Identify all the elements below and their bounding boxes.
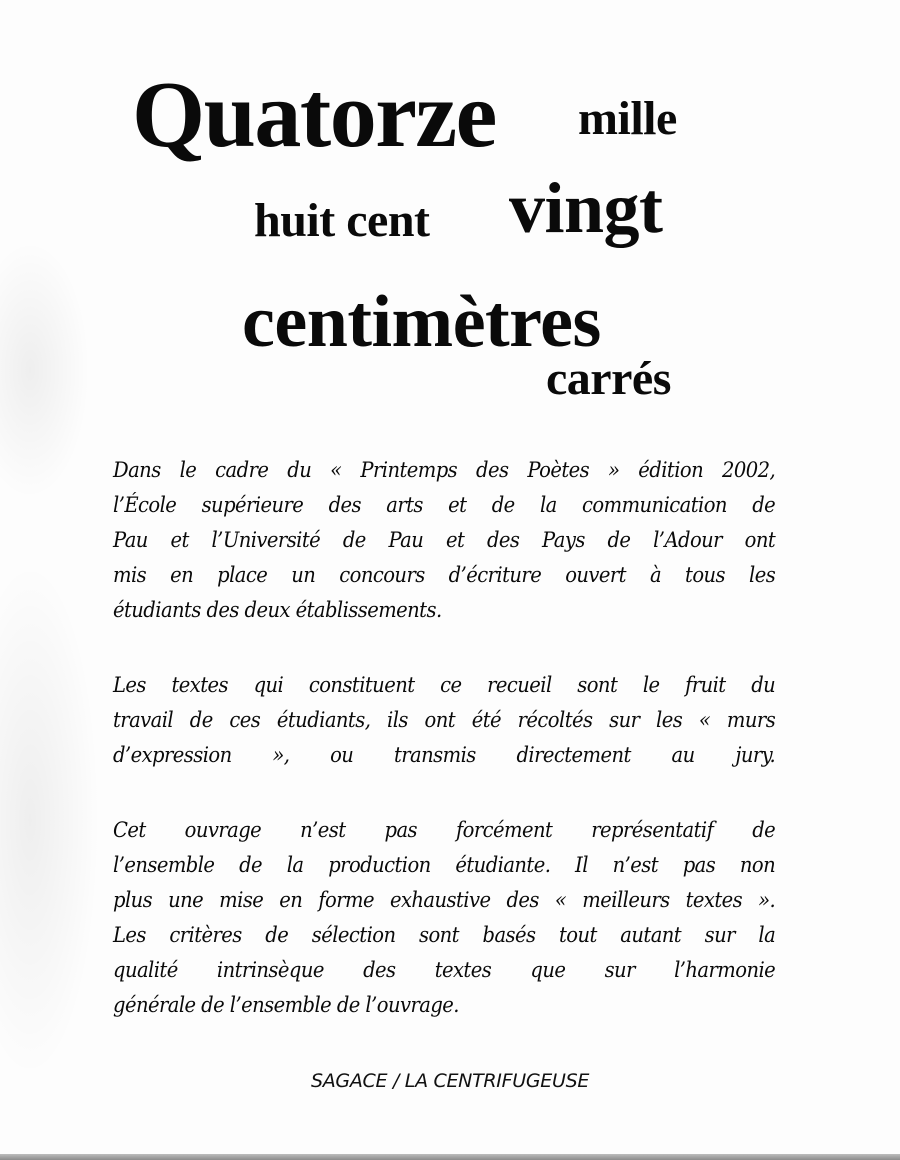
text-line: d’expression », ou transmis directement au jury. [113,743,776,767]
text-line: mis en place un concours d’écriture ouvert à tous les [113,563,776,587]
text-line: l’ensemble de la production étudiante. Il n’est pas non [113,853,776,877]
scan-shadow [0,240,90,500]
text-line: Les critères de sélection sont basés tout autant sur la [113,923,776,947]
title-word-mille: mille [578,92,677,145]
text-line: plus une mise en forme exhaustive des « meilleurs textes ». [113,888,776,912]
paragraph-texts [113,670,775,775]
paragraph-intro [113,455,775,630]
title-word-carres: carrés [546,352,671,405]
page-bottom-edge [0,1154,900,1160]
text-line: travail de ces étudiants, ils ont été récoltés sur les « murs [113,708,776,732]
text-line: Cet ouvrage n’est pas forcément représentatif de [113,818,776,842]
scan-shadow [0,560,100,1080]
text-line: Pau et l’Université de Pau et des Pays de l’Adour ont [113,528,776,552]
text-line: générale de l’ensemble de l’ouvrage. [113,993,459,1017]
text-line: étudiants des deux établissements. [113,598,442,622]
title-word-vingt: vingt [509,168,663,248]
paragraph-selection [113,815,775,1025]
text-line: l’École supérieure des arts et de la communication de [113,493,776,517]
text-line: qualité intrinsèque des textes que sur l’harmonie [113,958,776,982]
text-line: Les textes qui constituent ce recueil sont le fruit du [113,673,776,697]
title-word-huit-cent: huit cent [254,194,430,247]
text-line: Dans le cadre du « Printemps des Poètes » édition 2002, [113,458,776,482]
title-word-quatorze: Quatorze [132,63,496,167]
publisher-credit: SAGACE / LA CENTRIFUGEUSE [310,1070,590,1092]
title-word-centimetres: centimètres [242,281,601,363]
